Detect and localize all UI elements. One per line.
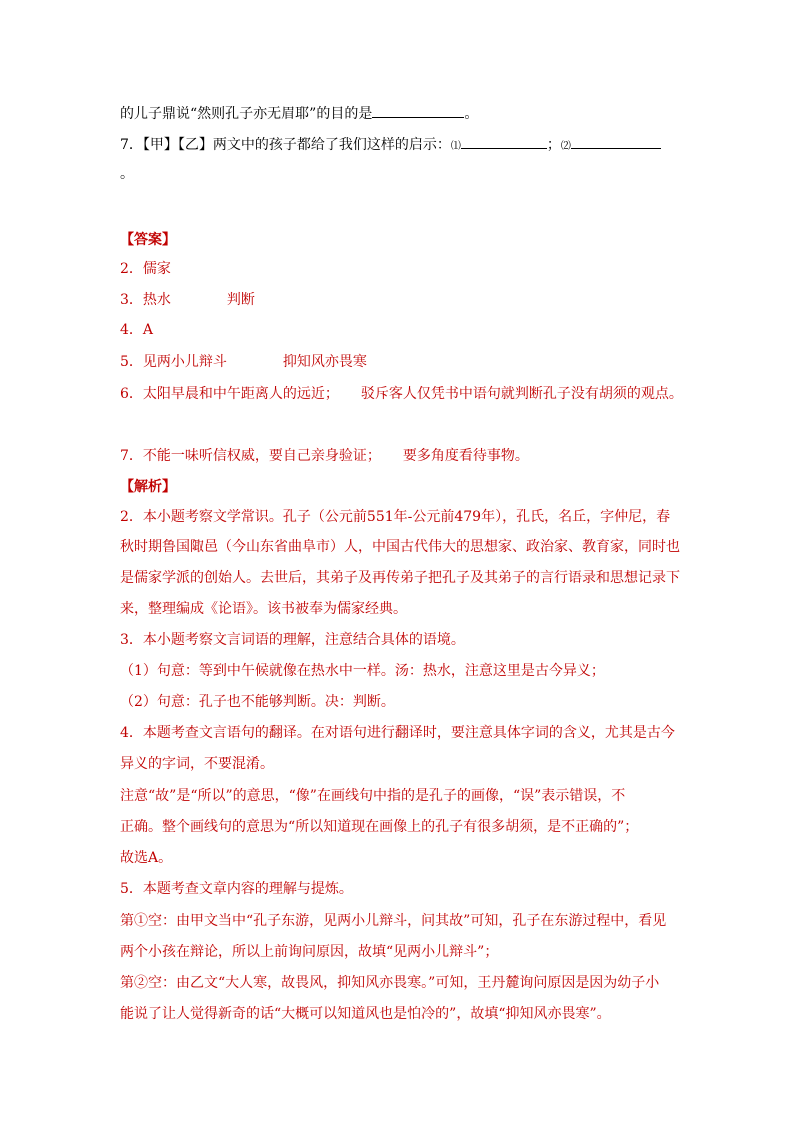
question-7-text: 7．【甲】【乙】两文中的孩子都给了我们这样的启示：	[120, 137, 451, 153]
answer-blank	[461, 134, 547, 149]
answer-2: 2．儒家	[120, 261, 171, 277]
analysis-line: 2．本小题考察文学常识。孔子（公元前551年-公元前479年），孔氏，名丘，字仲尼，春	[120, 509, 671, 525]
question-7: 7．【甲】【乙】两文中的孩子都给了我们这样的启示：⑴ ；⑵	[120, 134, 661, 157]
question-7-end: 。	[120, 166, 134, 182]
analysis-line: 能说了让人觉得新奇的话“大概可以知道风也是怕冷的”，故填“抑知风亦畏寒”。	[120, 1006, 611, 1022]
answer-3: 3．热水 判断	[120, 292, 255, 308]
analysis-line: （2）句意：孔子也不能够判断。决：判断。	[120, 694, 395, 710]
analysis-line: 异义的字词，不要混淆。	[120, 756, 274, 772]
question-6-text: 的儿子鼎说“然则孔子亦无眉耶”的目的是	[120, 106, 373, 122]
analysis-line: 两个小孩在辩论，所以上前询问原因，故填“见两小儿辩斗”；	[120, 944, 499, 960]
analysis-line: 来，整理编成《论语》。该书被奉为儒家经典。	[120, 601, 407, 617]
analysis-line: 注意“故”是“所以”的意思，“像”在画线句中指的是孔子的画像，“误”表示错误，不	[120, 788, 626, 804]
analysis-heading: 【解析】	[120, 479, 176, 495]
answer-5: 5．见两小儿辩斗 抑知风亦畏寒	[120, 354, 367, 370]
analysis-line: 5．本题考查文章内容的理解与提炼。	[120, 881, 353, 897]
answer-blank	[372, 103, 464, 118]
answer-4: 4．A	[120, 322, 154, 338]
analysis-line: 正确。整个画线句的意思为“所以知道现在画像上的孔子有很多胡须，是不正确的”；	[120, 819, 639, 835]
analysis-line: 秋时期鲁国陬邑（今山东省曲阜市）人，中国古代伟大的思想家、政治家、教育家，同时也	[120, 539, 680, 555]
answer-7: 7．不能一味听信权威，要自己亲身验证； 要多角度看待事物。	[120, 448, 529, 464]
analysis-line: 故选A。	[120, 850, 173, 866]
answer-heading: 【答案】	[120, 232, 176, 248]
answer-6: 6．太阳早晨和中午距离人的远近； 驳斥客人仅凭书中语句就判断孔子没有胡须的观点。	[120, 386, 683, 402]
analysis-line: 第①空：由甲文当中“孔子东游，见两小儿辩斗，问其故”可知，孔子在东游过程中，看见	[120, 913, 667, 929]
analysis-line: （1）句意：等到中午候就像在热水中一样。汤：热水，注意这里是古今异义；	[120, 663, 605, 679]
analysis-line: 3．本小题考察文言词语的理解，注意结合具体的语境。	[120, 632, 465, 648]
answer-blank	[571, 134, 661, 149]
analysis-line: 第②空：由乙文“大人寒，故畏风，抑知风亦畏寒。”可知，王丹麓询问原因是因为幼子小	[120, 975, 660, 991]
analysis-line: 4．本题考查文言语句的翻译。在对语句进行翻译时，要注意具体字词的含义，尤其是古今	[120, 725, 675, 741]
analysis-line: 是儒家学派的创始人。去世后，其弟子及再传弟子把孔子及其弟子的言行语录和思想记录下	[120, 570, 680, 586]
question-6-tail: 的儿子鼎说“然则孔子亦无眉耶”的目的是 。	[120, 103, 478, 124]
